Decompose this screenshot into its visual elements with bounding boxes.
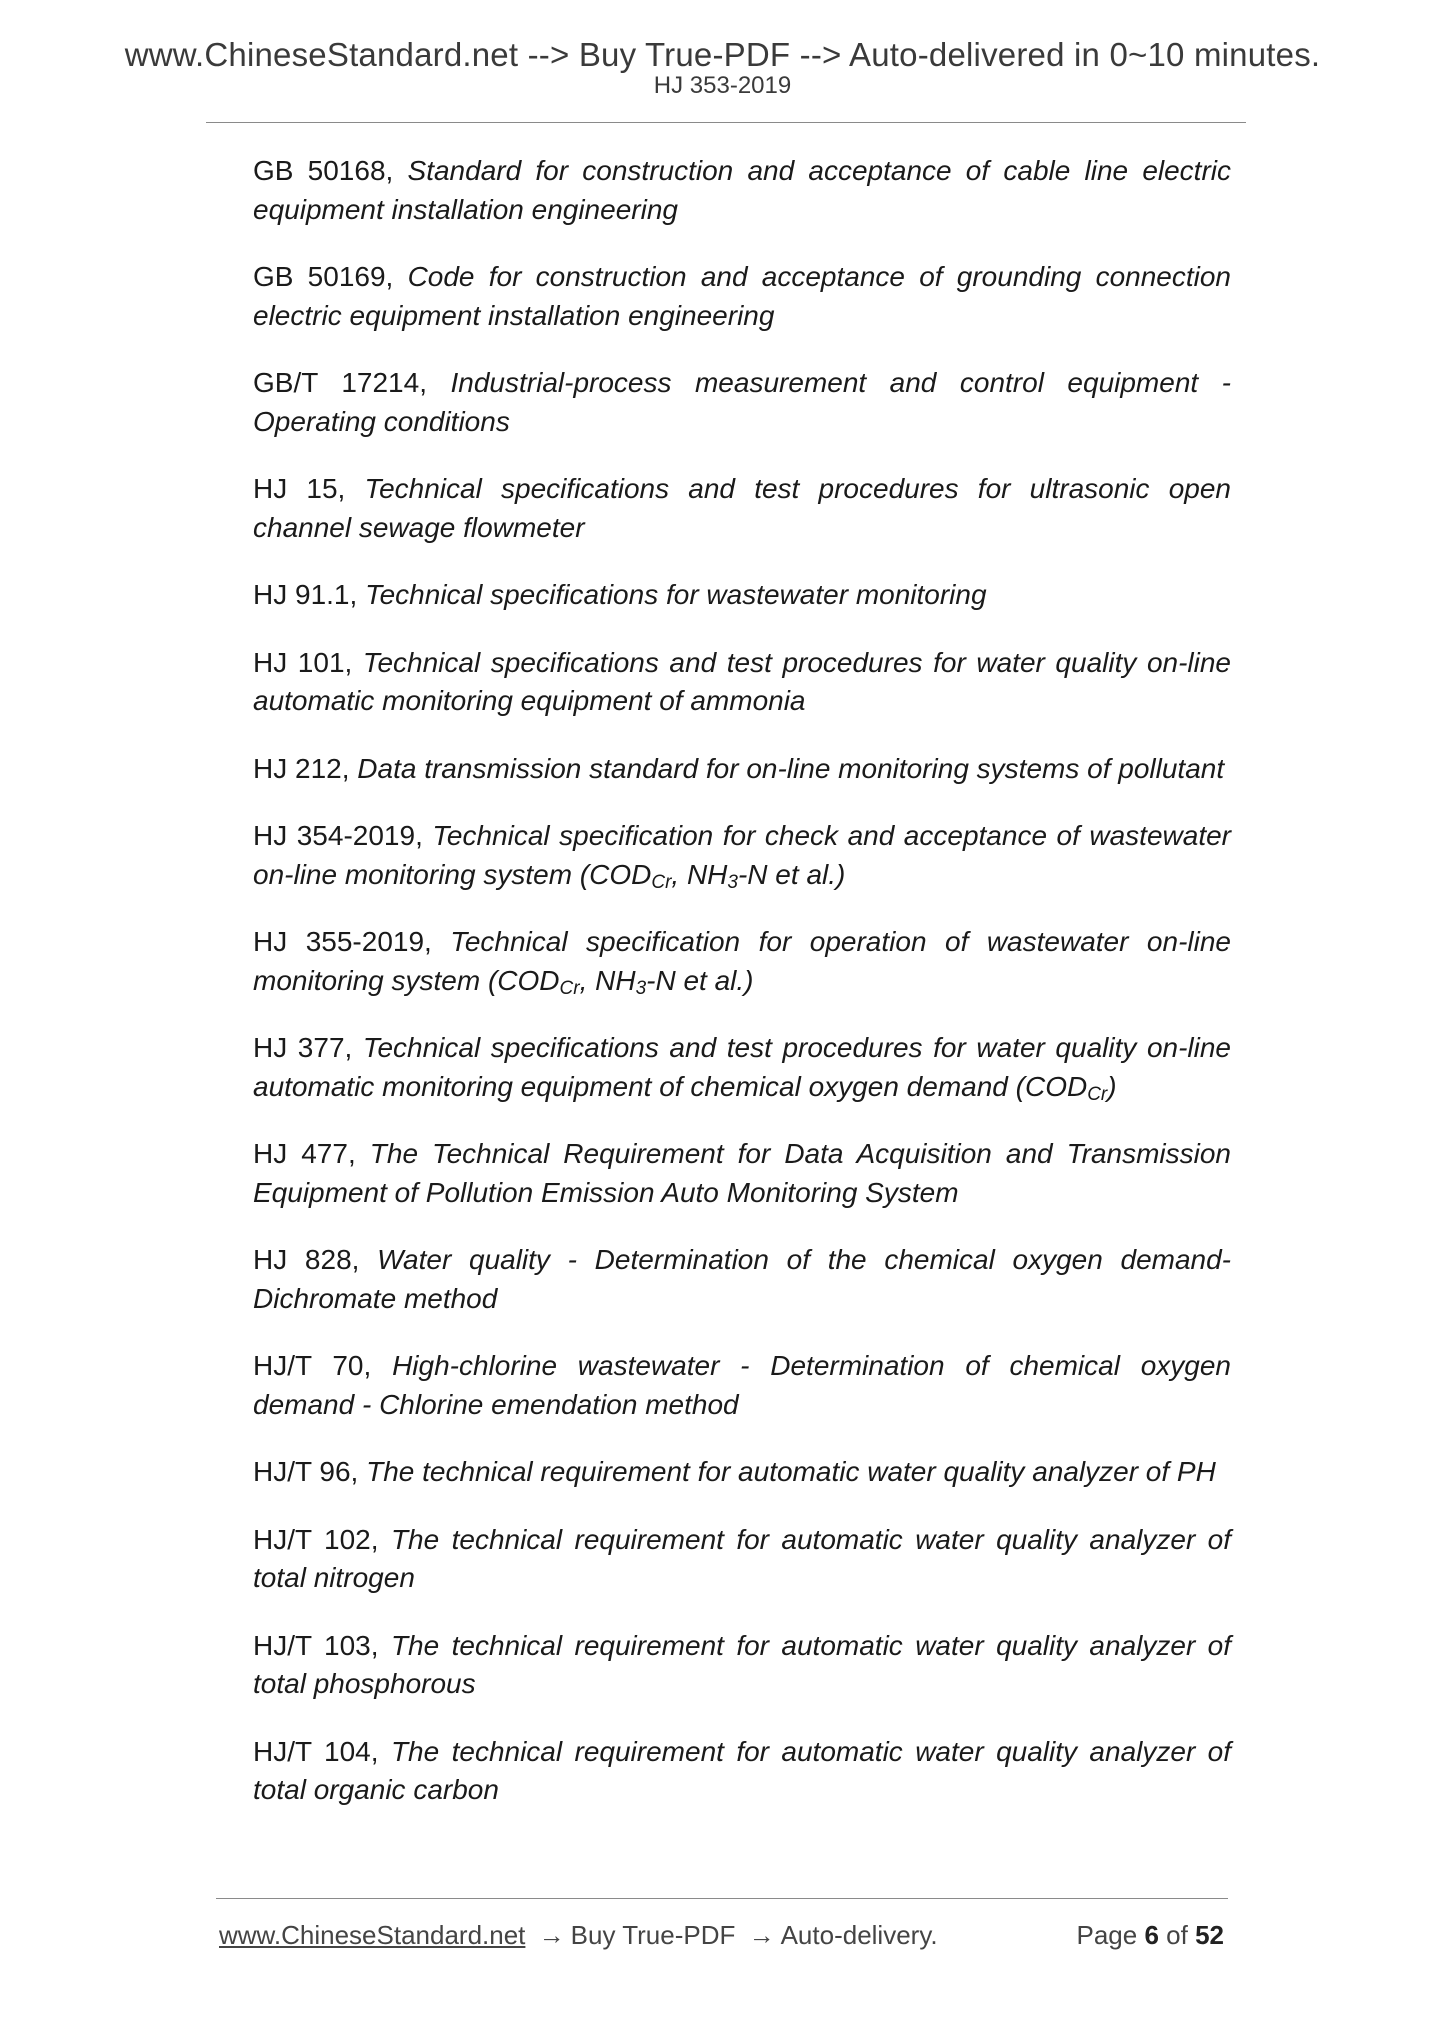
reference-code: GB/T 17214, <box>253 367 427 398</box>
reference-hjt-102 <box>253 1521 1231 1598</box>
reference-title-part: -N et al.) <box>737 858 846 890</box>
reference-title: Standard for construction and acceptance of cable line electric equipment installation engineering <box>253 155 1232 225</box>
reference-hj-355-2019 <box>253 923 1231 1000</box>
of-label: of <box>1166 1920 1188 1950</box>
reference-code: HJ 101, <box>253 646 353 678</box>
reference-title: The technical requirement for automatic water quality analyzer of total organic carbon <box>253 1735 1232 1805</box>
arrow-right-icon: → <box>538 1920 565 1950</box>
reference-hj-477 <box>253 1135 1231 1212</box>
reference-title-part: Technical specification for check and acceptance of wastewater on-line monitoring system (COD <box>253 820 1232 890</box>
reference-title: Data transmission standard for on-line monitoring systems of pollutant <box>357 752 1225 784</box>
footer-buy-text: Buy True-PDF <box>570 1920 736 1950</box>
subscript-3: 3 <box>727 871 738 893</box>
reference-code: HJ/T 102, <box>253 1523 379 1555</box>
reference-code: HJ/T 70, <box>253 1350 372 1381</box>
arrow-right-icon: → <box>748 1920 775 1950</box>
reference-gb-50169 <box>253 258 1231 335</box>
reference-hjt-103 <box>253 1627 1231 1704</box>
reference-gb-50168 <box>253 152 1231 229</box>
header-divider <box>206 122 1246 123</box>
reference-title: The Technical Requirement for Data Acquisition and Transmission Equipment of Pollution Emission Auto Monitoring System <box>253 1138 1232 1208</box>
reference-code: HJ 828, <box>253 1244 360 1275</box>
reference-title-part: Technical specifications and test procedures for water quality on-line automatic monitoring equipment of chemical oxygen demand (COD <box>253 1032 1232 1102</box>
reference-code: GB 50168, <box>253 155 394 186</box>
reference-title: Industrial-process measurement and control equipment - Operating conditions <box>253 367 1232 437</box>
reference-title: Technical specifications and test procedures for ultrasonic open channel sewage flowmeter <box>253 473 1231 543</box>
reference-code: HJ/T 96, <box>253 1456 359 1487</box>
reference-title: Water quality - Determination of the chemical oxygen demand-Dichromate method <box>253 1244 1232 1314</box>
reference-title-part: , NH <box>579 964 636 996</box>
reference-hj-15 <box>253 470 1231 547</box>
reference-hj-101 <box>253 644 1231 721</box>
page-number: 6 <box>1144 1920 1159 1950</box>
reference-code: HJ 477, <box>253 1138 356 1169</box>
reference-hjt-70 <box>253 1347 1231 1424</box>
subscript-cr: Cr <box>559 977 580 999</box>
reference-title-part: ) <box>1107 1070 1117 1102</box>
page-label: Page <box>1076 1920 1138 1950</box>
reference-code: HJ 354-2019, <box>253 820 423 851</box>
header-banner: www.ChineseStandard.net --> Buy True-PDF --> Auto-delivered in 0~10 minutes. <box>124 36 1321 73</box>
page-footer <box>219 1919 1224 1951</box>
reference-code: HJ 212, <box>253 752 350 784</box>
reference-title-part: , NH <box>671 858 728 890</box>
reference-title: The technical requirement for automatic water quality analyzer of total nitrogen <box>253 1523 1232 1593</box>
normative-references-list <box>253 152 1231 1839</box>
subscript-cr: Cr <box>1087 1083 1108 1105</box>
reference-hjt-104 <box>253 1733 1231 1810</box>
reference-hj-91-1 <box>253 576 1231 615</box>
subscript-cr: Cr <box>651 871 672 893</box>
footer-delivery-text: Auto-delivery. <box>780 1920 938 1950</box>
reference-title: Technical specifications for wastewater monitoring <box>365 579 987 610</box>
reference-gbt-17214 <box>253 364 1231 441</box>
reference-title: The technical requirement for automatic water quality analyzer of total phosphorous <box>253 1629 1232 1699</box>
reference-code: HJ 91.1, <box>253 579 358 610</box>
footer-divider <box>216 1898 1228 1899</box>
reference-hj-212 <box>253 750 1231 789</box>
reference-title: Technical specifications and test procedures for water quality on-line automatic monitoring equipment of ammonia <box>253 646 1232 716</box>
reference-title <box>253 1032 1232 1105</box>
reference-code: HJ/T 103, <box>253 1629 379 1661</box>
subscript-3: 3 <box>635 977 647 999</box>
reference-code: HJ/T 104, <box>253 1735 379 1767</box>
reference-title: Code for construction and acceptance of grounding connection electric equipment installation engineering <box>253 261 1231 331</box>
reference-hj-354-2019 <box>253 817 1231 894</box>
reference-hj-828 <box>253 1241 1231 1318</box>
reference-code: GB 50169, <box>253 261 394 292</box>
reference-code: HJ 15, <box>253 473 346 504</box>
reference-title-part: Technical specification for operation of wastewater on-line monitoring system (COD <box>253 926 1231 996</box>
reference-code: HJ 355-2019, <box>253 926 432 957</box>
reference-title: High-chlorine wastewater - Determination of chemical oxygen demand - Chlorine emendation method <box>253 1350 1231 1420</box>
document-code: HJ 353-2019 <box>653 72 792 99</box>
reference-code: HJ 377, <box>253 1032 353 1063</box>
page-indicator <box>1076 1919 1224 1951</box>
reference-title: The technical requirement for automatic water quality analyzer of PH <box>366 1456 1216 1487</box>
reference-hj-377 <box>253 1029 1231 1106</box>
reference-hjt-96 <box>253 1453 1231 1492</box>
total-pages: 52 <box>1195 1920 1224 1950</box>
footer-site-link[interactable]: www.ChineseStandard.net <box>219 1920 526 1950</box>
reference-title-part: -N et al.) <box>646 964 754 996</box>
